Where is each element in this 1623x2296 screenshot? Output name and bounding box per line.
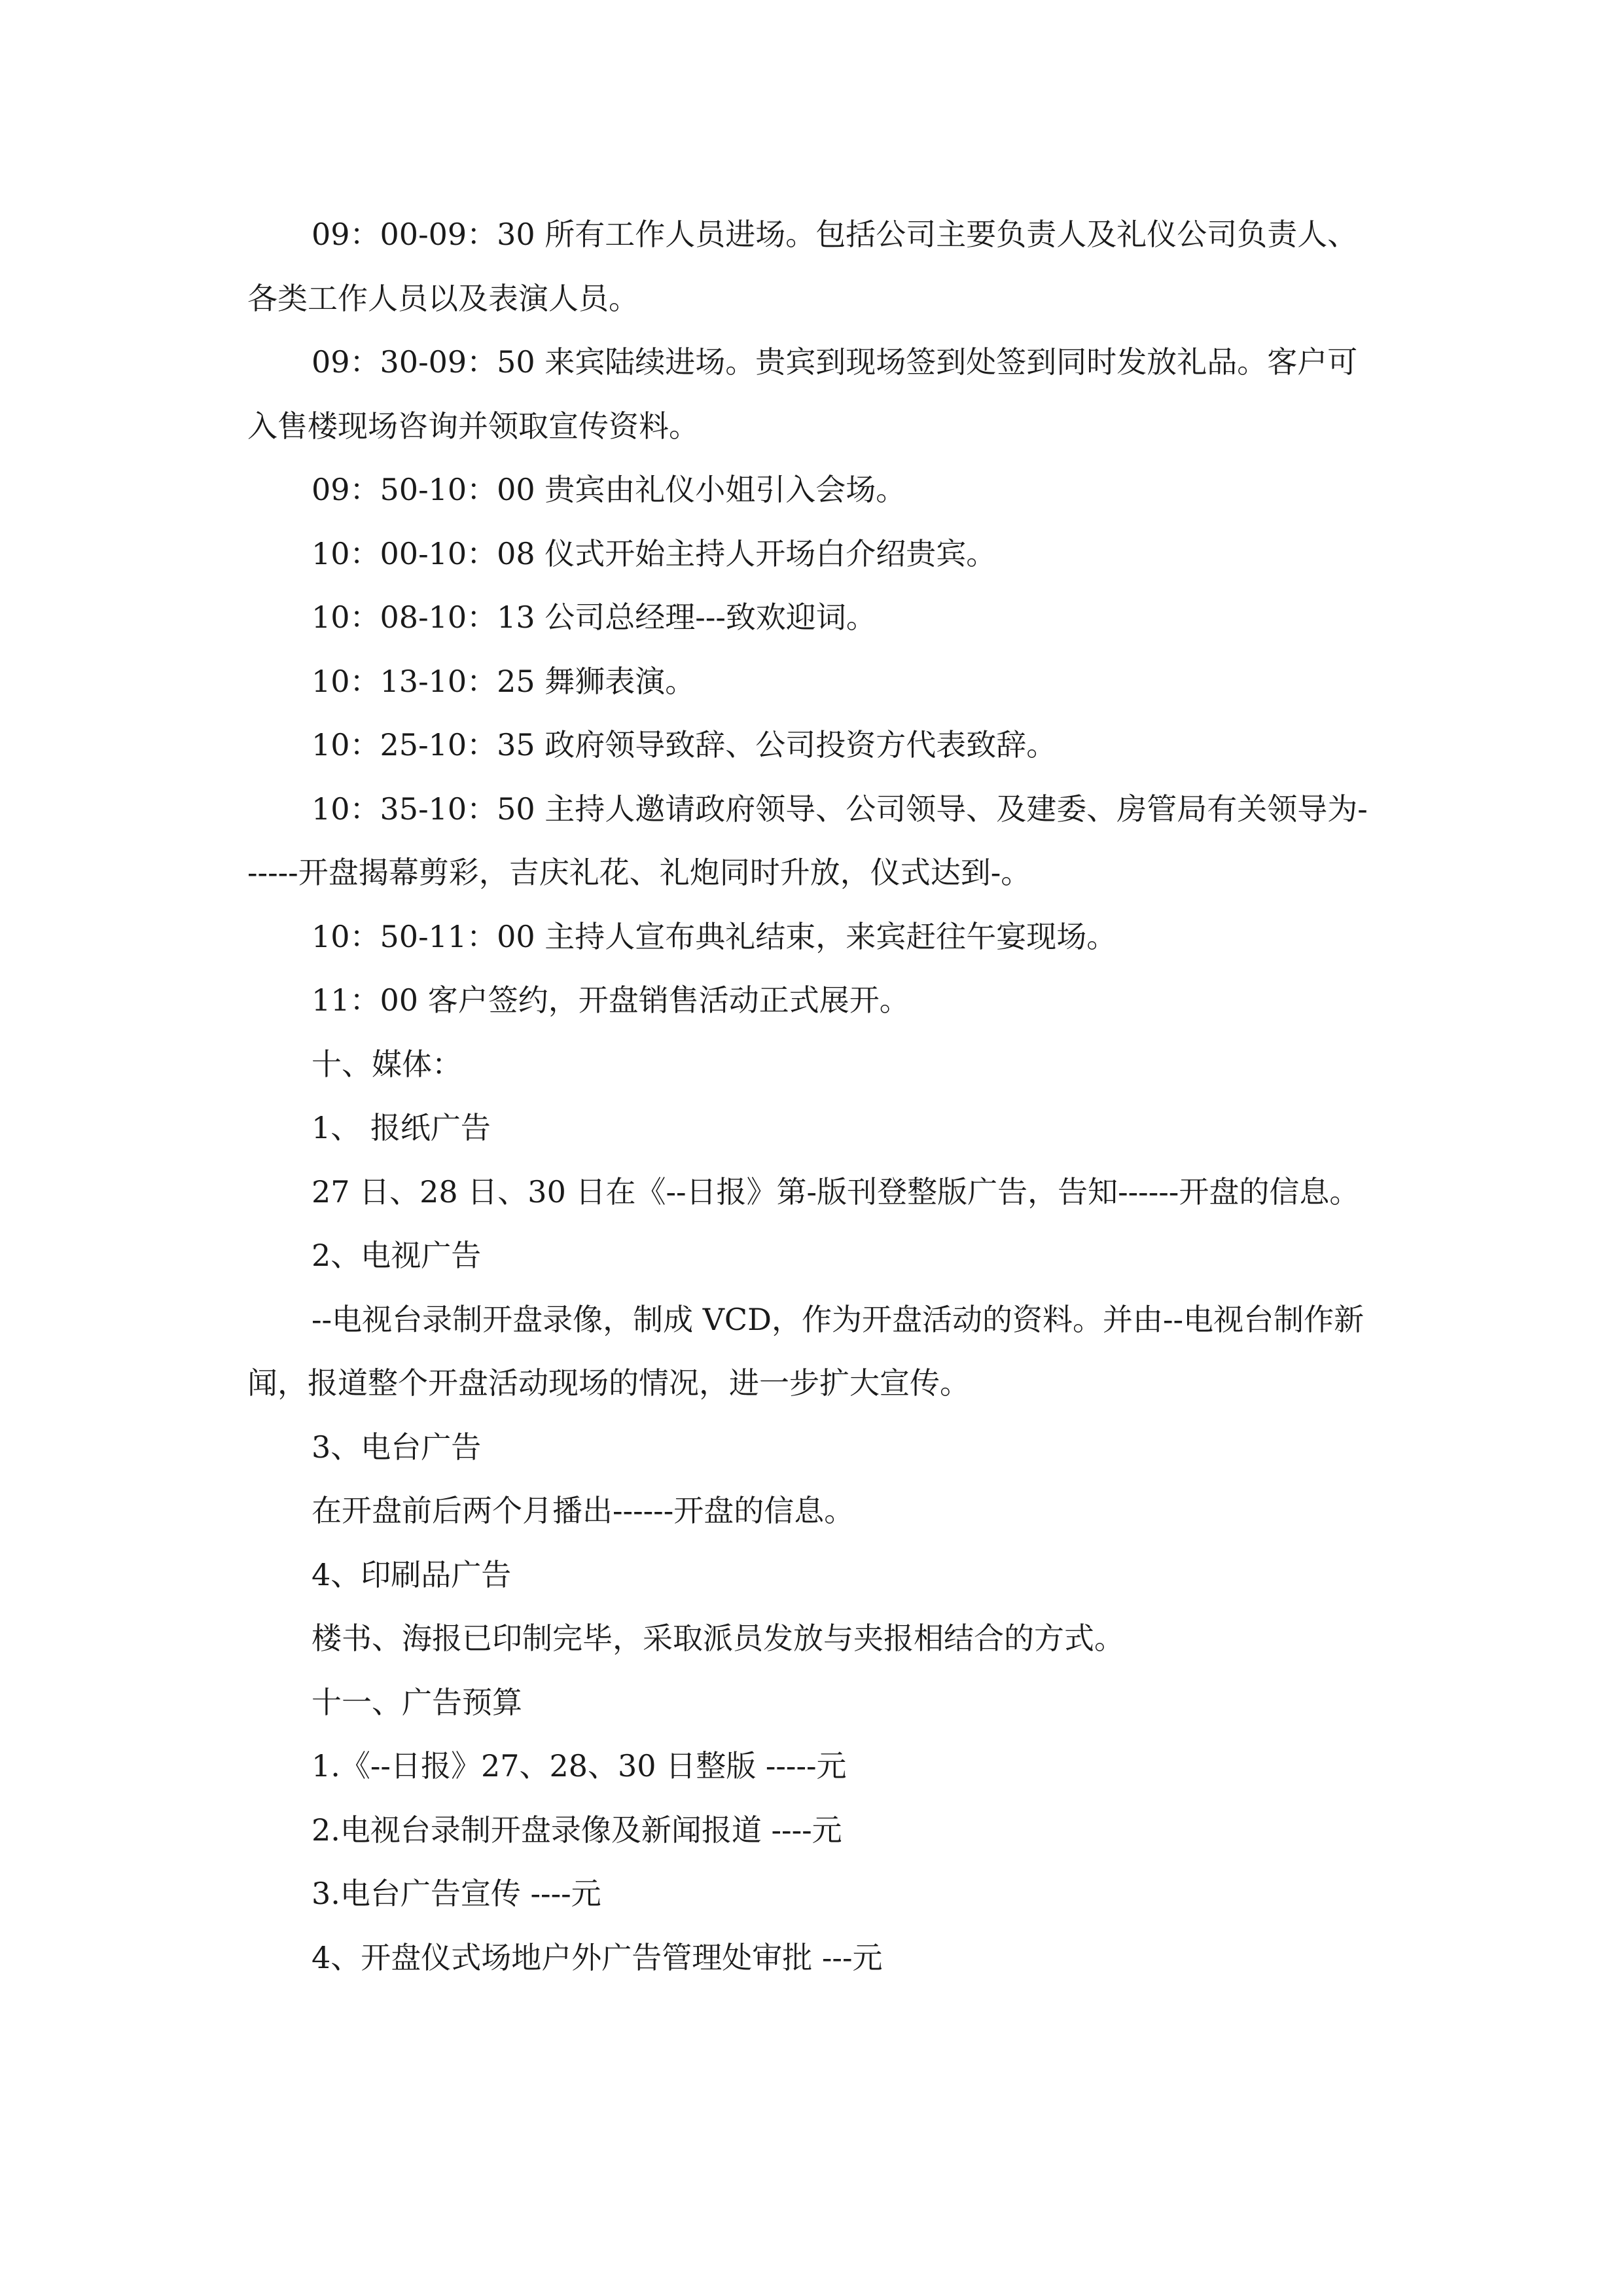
section-heading: 十、媒体： (312, 1046, 462, 1082)
paragraph: 11：00 客户签约，开盘销售活动正式展开。 (312, 982, 910, 1018)
paragraph: 27 日、28 日、30 日在《--日报》第-版刊登整版广告，告知------开盘的信息。 (312, 1174, 1360, 1210)
paragraph: 楼书、海报已印制完毕，采取派员发放与夹报相结合的方式。 (312, 1621, 1124, 1656)
subsection-heading: 2、电视广告 (312, 1238, 482, 1273)
document-page (247, 203, 1376, 1990)
paragraph: 10：00-10：08 仪式开始主持人开场白介绍贵宾。 (312, 535, 997, 571)
budget-item: 2.电视台录制开盘录像及新闻报道 ----元 (312, 1812, 842, 1848)
paragraph: 09：00-09：30 所有工作人员进场。包括公司主要负责人及礼仪公司负责人、各类工作人员以及表演人员。 (247, 217, 1358, 316)
budget-item: 4、开盘仪式场地户外广告管理处审批 ---元 (312, 1939, 883, 1975)
section-heading: 十一、广告预算 (312, 1684, 522, 1720)
paragraph: 10：08-10：13 公司总经理---致欢迎词。 (312, 600, 876, 635)
budget-item: 3.电台广告宣传 ----元 (312, 1876, 601, 1911)
paragraph: 10：25-10：35 政府领导致辞、公司投资方代表致辞。 (312, 727, 1057, 762)
paragraph: 10：35-10：50 主持人邀请政府领导、公司领导、及建委、房管局有关领导为------开盘揭幕剪彩，吉庆礼花、礼炮同时升放，仪式达到-。 (247, 791, 1368, 890)
subsection-heading: 3、电台广告 (312, 1429, 482, 1465)
subsection-heading: 4、印刷品广告 (312, 1556, 512, 1592)
paragraph: 在开盘前后两个月播出------开盘的信息。 (312, 1493, 855, 1528)
budget-item: 1.《--日报》27、28、30 日整版 -----元 (312, 1748, 847, 1784)
subsection-heading: 1、 报纸广告 (312, 1110, 491, 1145)
paragraph: 10：50-11：00 主持人宣布典礼结束，来宾赶往午宴现场。 (312, 918, 1117, 954)
paragraph: --电视台录制开盘录像，制成 VCD，作为开盘活动的资料。并由--电视台制作新闻，报道整个开盘活动现场的情况，进一步扩大宣传。 (247, 1301, 1364, 1401)
paragraph: 09：30-09：50 来宾陆续进场。贵宾到现场签到处签到同时发放礼品。客户可入售楼现场咨询并领取宣传资料。 (247, 344, 1358, 444)
paragraph: 10：13-10：25 舞狮表演。 (312, 663, 696, 699)
paragraph: 09：50-10：00 贵宾由礼仪小姐引入会场。 (312, 472, 906, 507)
